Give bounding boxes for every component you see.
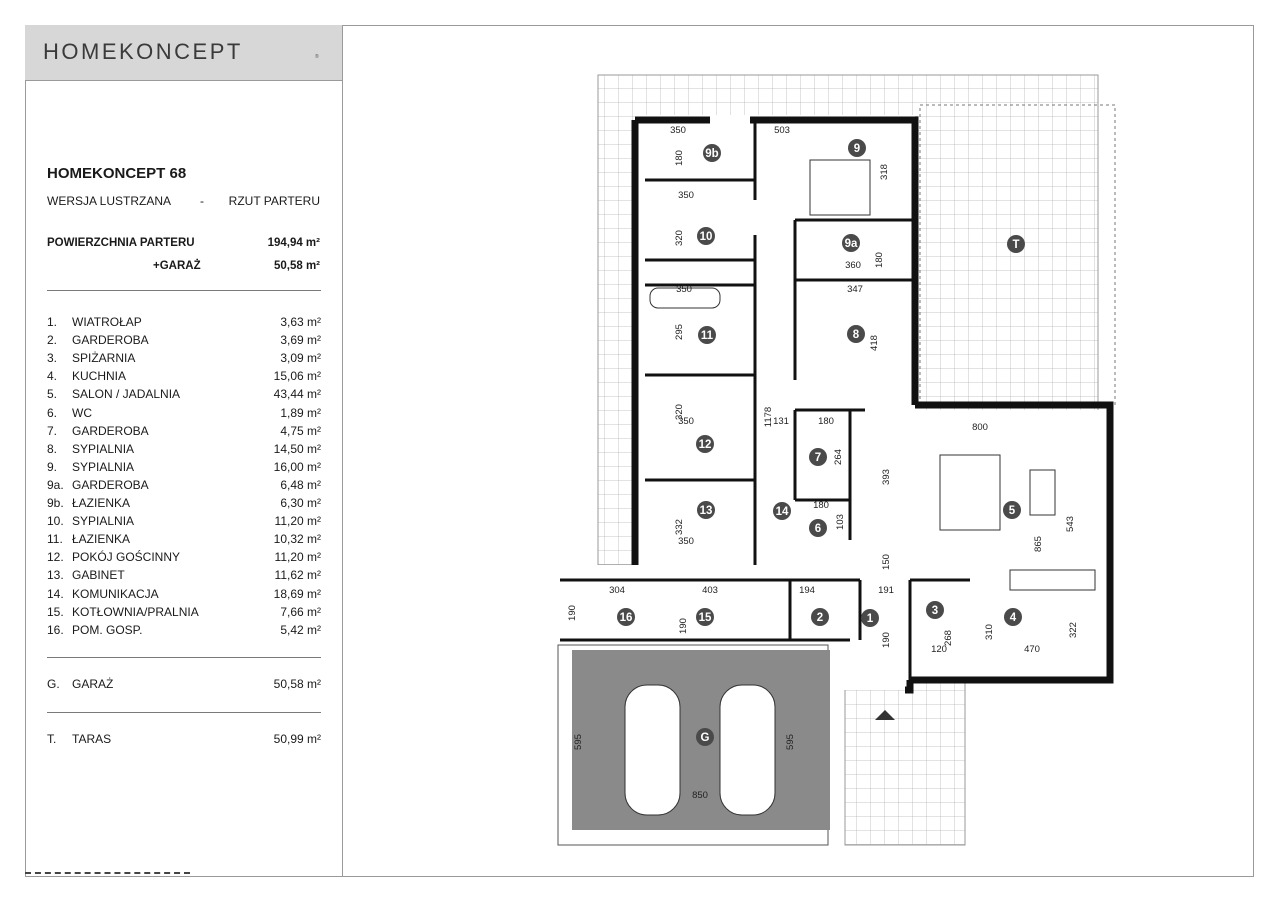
room-row (47, 406, 321, 424)
dimension-label: 350 (676, 284, 692, 295)
dimension-label: 350 (670, 125, 686, 136)
dimension-label: 190 (881, 632, 892, 648)
room-number: T. (47, 732, 57, 746)
room-number: 3. (47, 351, 58, 366)
registered-mark: ® (315, 54, 319, 60)
room-area: 11,62 m² (274, 568, 321, 583)
room-area: 16,00 m² (273, 459, 321, 474)
svg-text:13: 13 (699, 505, 713, 517)
project-title: HOMEKONCEPT 68 (47, 165, 187, 182)
svg-text:6: 6 (814, 523, 822, 535)
dimension-label: 470 (1024, 644, 1040, 655)
dimension-label: 103 (835, 514, 846, 530)
dimension-label: 190 (678, 618, 689, 634)
room-number: 6. (47, 405, 58, 420)
room-row (47, 605, 321, 623)
room-row (47, 387, 321, 405)
dimension-label: 800 (972, 422, 988, 433)
room-number: 14. (47, 586, 64, 601)
dimension-label: 595 (785, 734, 796, 750)
dimension-label: 131 (773, 416, 789, 427)
room-name: GARDEROBA (72, 477, 149, 492)
dimension-label: 304 (609, 585, 625, 596)
dimension-label: 190 (567, 605, 578, 621)
room-marker (696, 728, 714, 746)
svg-text:9: 9 (853, 143, 861, 155)
room-number: 9a. (47, 477, 64, 492)
room-marker (861, 609, 879, 627)
version-label: WERSJA LUSTRZANA (47, 194, 172, 208)
dimension-label: 1178 (763, 406, 774, 428)
svg-text:10: 10 (699, 231, 713, 243)
svg-text:T: T (1012, 239, 1020, 251)
room-number: 11. (47, 532, 63, 547)
room-number: 5. (47, 387, 58, 402)
dimension-label: 320 (674, 230, 685, 246)
dimension-label: 180 (813, 500, 829, 511)
ground-area-label: POWIERZCHNIA PARTERU (47, 237, 195, 249)
room-name: TARAS (72, 732, 112, 746)
svg-text:4: 4 (1009, 612, 1017, 624)
room-name: GARDEROBA (72, 423, 149, 438)
room-name: WIATROŁAP (72, 315, 142, 329)
room-row (47, 333, 321, 351)
dimension-label: 120 (931, 644, 947, 655)
room-area: 15,06 m² (273, 369, 321, 384)
dimension-label: 264 (833, 449, 844, 465)
room-number: G. (47, 677, 60, 691)
svg-text:1: 1 (866, 613, 874, 625)
room-marker (842, 234, 860, 252)
room-area: 43,44 m² (273, 387, 321, 402)
garage-row (47, 677, 321, 695)
room-name: POKÓJ GOŚCINNY (72, 550, 181, 565)
room-marker (1003, 501, 1021, 519)
garage-area-value: 50,58 m² (273, 260, 320, 272)
room-name: ŁAZIENKA (72, 532, 131, 547)
room-marker (847, 325, 865, 343)
room-marker (848, 139, 866, 157)
room-area: 50,99 m² (273, 732, 321, 746)
room-name: KOTŁOWNIA/PRALNIA (72, 604, 199, 619)
room-number: 9. (47, 459, 58, 474)
dimension-label: 543 (1065, 516, 1076, 532)
svg-text:G: G (700, 732, 710, 744)
room-marker (809, 448, 827, 466)
dimension-label: 503 (774, 125, 790, 136)
room-marker (617, 608, 635, 626)
room-area: 11,20 m² (274, 550, 321, 565)
room-marker (697, 501, 715, 519)
room-marker (698, 326, 716, 344)
room-number: 12. (47, 550, 64, 565)
decorative-dashes (25, 872, 190, 874)
room-row (47, 442, 321, 460)
room-row (47, 315, 321, 333)
floor-plan (520, 60, 1140, 860)
dimension-label: 418 (869, 335, 880, 351)
room-number: 4. (47, 369, 58, 384)
room-marker (696, 435, 714, 453)
room-row (47, 496, 321, 514)
room-row (47, 424, 321, 442)
room-number: 8. (47, 441, 58, 456)
info-panel (25, 25, 343, 877)
room-marker (773, 502, 791, 520)
room-name: ŁAZIENKA (72, 496, 131, 510)
view-label: RZUT PARTERU (228, 194, 320, 208)
dimension-label: 180 (818, 416, 834, 427)
room-area: 4,75 m² (280, 423, 321, 438)
room-name: SYPIALNIA (72, 441, 135, 456)
room-area: 14,50 m² (273, 441, 321, 456)
svg-text:9b: 9b (705, 148, 719, 160)
dimension-label: 865 (1033, 536, 1044, 552)
dimension-label: 268 (943, 630, 954, 646)
room-row (47, 568, 321, 586)
svg-text:15: 15 (698, 612, 712, 624)
dimension-label: 150 (881, 554, 892, 570)
room-row (47, 514, 321, 532)
room-row (47, 460, 321, 478)
svg-text:8: 8 (852, 329, 860, 341)
room-marker (926, 601, 944, 619)
room-number: 16. (47, 622, 64, 637)
svg-text:3: 3 (931, 605, 939, 617)
dimension-label: 310 (984, 624, 995, 640)
room-number: 10. (47, 514, 64, 529)
svg-text:16: 16 (619, 612, 633, 624)
svg-text:2: 2 (816, 612, 824, 624)
room-area: 5,42 m² (280, 622, 321, 637)
room-row (47, 369, 321, 387)
room-marker (809, 519, 827, 537)
brand-logo: HOMEKONCEPT (43, 39, 243, 64)
dimension-label: 393 (881, 469, 892, 485)
room-area: 3,63 m² (280, 315, 321, 329)
room-name: SALON / JADALNIA (72, 387, 181, 402)
svg-text:7: 7 (814, 452, 822, 464)
dimension-label: 320 (674, 404, 685, 420)
room-number: 7. (47, 423, 58, 438)
room-marker (697, 227, 715, 245)
room-row (47, 550, 321, 568)
dimension-label: 322 (1068, 622, 1079, 638)
dimension-label: 191 (878, 585, 894, 596)
dimension-label: 180 (674, 150, 685, 166)
version-dash: - (200, 194, 204, 208)
room-area: 6,48 m² (280, 477, 321, 492)
room-marker (1004, 608, 1022, 626)
dimension-label: 347 (847, 284, 863, 295)
room-area: 11,20 m² (274, 514, 321, 529)
room-row (47, 587, 321, 605)
separator (47, 290, 321, 291)
logo-header (25, 25, 342, 81)
dimension-label: 595 (573, 734, 584, 750)
room-area: 50,58 m² (273, 677, 321, 691)
room-area: 10,32 m² (273, 532, 321, 547)
dimension-label: 350 (678, 416, 694, 427)
room-name: KOMUNIKACJA (72, 586, 159, 601)
room-row (47, 532, 321, 550)
dimension-label: 194 (799, 585, 815, 596)
room-marker (811, 608, 829, 626)
room-number: 13. (47, 568, 64, 583)
room-area: 3,69 m² (280, 333, 321, 348)
room-name: KUCHNIA (72, 369, 127, 384)
garage-area-label: +GARAŻ (153, 260, 201, 272)
room-number: 2. (47, 333, 58, 348)
dimension-label: 360 (845, 260, 861, 271)
room-name: GABINET (72, 568, 125, 583)
svg-text:14: 14 (775, 506, 789, 518)
dimension-label: 332 (674, 519, 685, 535)
room-area: 3,09 m² (280, 351, 321, 366)
room-name: GARDEROBA (72, 333, 149, 348)
car (720, 685, 775, 815)
room-name: SPIŻARNIA (72, 351, 136, 366)
room-row (47, 351, 321, 369)
svg-text:9a: 9a (844, 238, 858, 250)
separator (47, 657, 321, 658)
room-name: WC (72, 405, 92, 420)
terrace-row (47, 732, 321, 750)
room-row (47, 478, 321, 496)
svg-text:12: 12 (698, 439, 712, 451)
dimension-label: 850 (692, 790, 708, 801)
room-number: 1. (47, 315, 58, 329)
room-marker (703, 144, 721, 162)
room-name: POM. GOSP. (72, 622, 143, 637)
dimension-label: 180 (874, 252, 885, 268)
dimension-label: 403 (702, 585, 718, 596)
room-number: 9b. (47, 496, 64, 510)
room-area: 7,66 m² (280, 604, 321, 619)
room-name: GARAŻ (72, 677, 114, 691)
room-name: SYPIALNIA (72, 459, 135, 474)
room-row (47, 623, 321, 641)
room-area: 1,89 m² (280, 405, 321, 420)
room-area: 18,69 m² (273, 586, 321, 601)
dimension-label: 318 (879, 164, 890, 180)
dimension-label: 350 (678, 190, 694, 201)
room-marker (696, 608, 714, 626)
svg-text:5: 5 (1008, 505, 1016, 517)
svg-text:11: 11 (700, 330, 714, 342)
dimension-label: 350 (678, 536, 694, 547)
dimension-label: 295 (674, 324, 685, 340)
room-marker (1007, 235, 1025, 253)
ground-area-value: 194,94 m² (267, 237, 320, 249)
separator (47, 712, 321, 713)
car (625, 685, 680, 815)
room-area: 6,30 m² (280, 496, 321, 510)
room-name: SYPIALNIA (72, 514, 135, 529)
room-number: 15. (47, 604, 64, 619)
